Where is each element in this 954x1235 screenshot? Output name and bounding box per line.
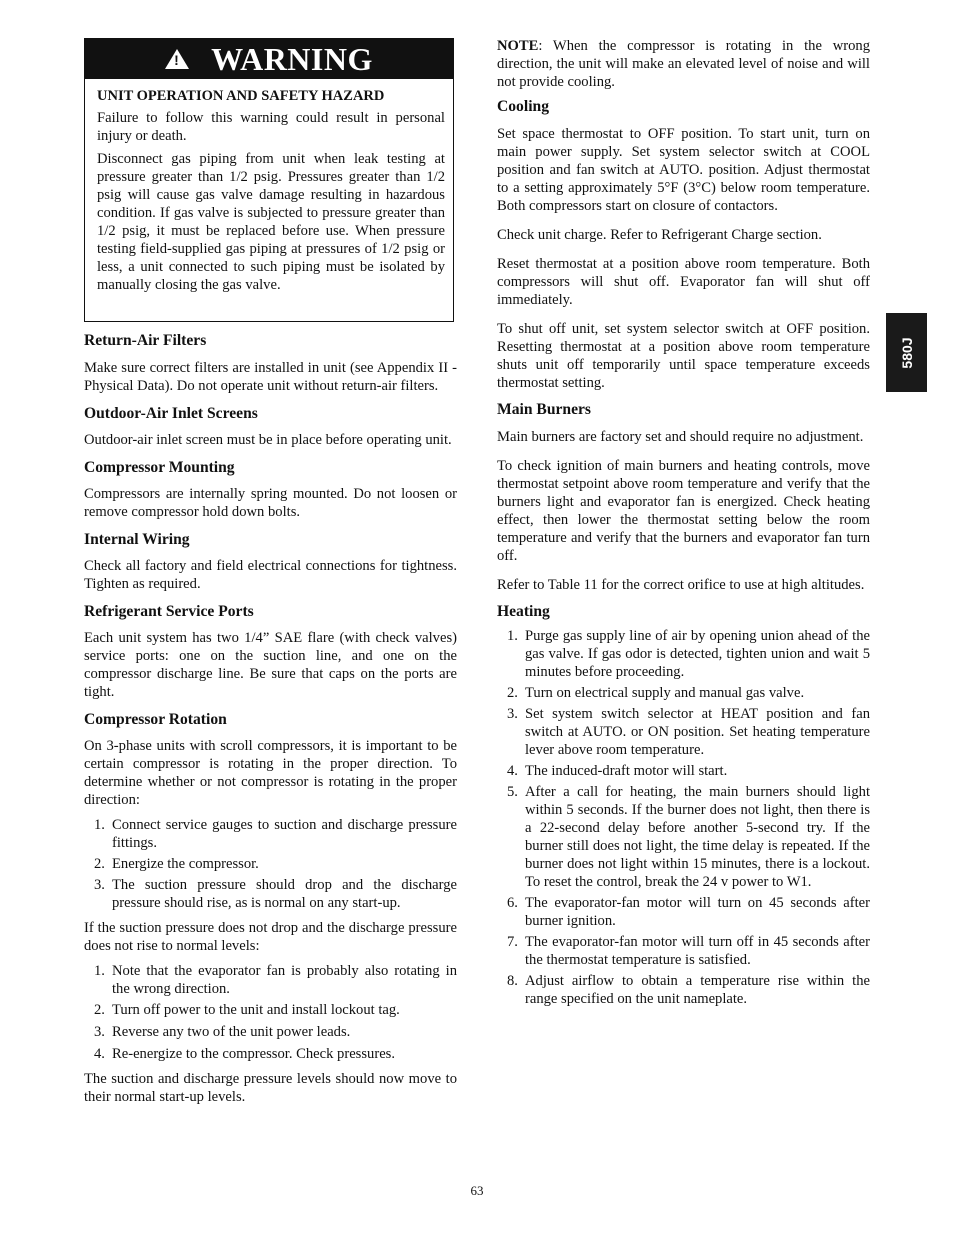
section-heading: Cooling [497, 98, 549, 115]
section-text: To check ignition of main burners and heating controls, move thermostat setpoint above room temperature and verify that the burners light and evaporator fan is energized. Check heating effect, then lower the thermostat setting below the room temperature and verify that the burners and evaporator fan turn off. [497, 458, 870, 564]
page-number: 63 [470, 1183, 484, 1198]
list-item: 4. Re-energize to the compressor. Check pressures. [94, 1046, 396, 1062]
section-heading: Refrigerant Service Ports [84, 603, 254, 620]
section-text: If the suction pressure does not drop and the discharge pressure does not rise to normal levels: [84, 920, 457, 954]
section-text: Outdoor-air inlet screen must be in place before operating unit. [84, 432, 452, 448]
section-text: Make sure correct filters are installed in unit (see Appendix II - Physical Data). Do not operate unit without return-air filters. [84, 360, 457, 394]
list-item: 3. Set system switch selector at HEAT position and fan switch at AUTO. or ON position. Set heating temperature lever above room temperature. [507, 706, 870, 758]
section-text: Each unit system has two 1/4” SAE flare (with check valves) service ports: one on the suction line, and one on the compressor discharge line. Be sure that caps on the ports are tight. [84, 630, 457, 700]
warning-paragraph: Disconnect gas piping from unit when leak testing at pressure greater than 1/2 psig. Pressures greater than 1/2 psig will cause gas valve damage resulting in hazardous condition. If gas valve is subjected to pressure greater than 1/2 psig, it must be replaced before use. When pressure testing field-supplied gas piping at pressures of 1/2 psig or less, a unit connected to such piping must be isolated by manually closing the gas valve. [97, 151, 445, 293]
section-heading: Heating [497, 603, 550, 620]
list-item: 3. Reverse any two of the unit power leads. [94, 1024, 351, 1040]
note-paragraph [497, 37, 870, 91]
section-heading: Return-Air Filters [84, 332, 207, 349]
section-text: The suction and discharge pressure levels should now move to their normal start-up levels. [84, 1071, 457, 1105]
hazard-title: UNIT OPERATION AND SAFETY HAZARD [97, 88, 385, 104]
section-heading: Internal Wiring [84, 531, 190, 548]
heating-steps [497, 627, 870, 1008]
note-text: : When the compressor is rotating in the wrong direction, the unit will make an elevated level of noise and will not provide cooling. [497, 38, 870, 90]
list-item: 4. The induced-draft motor will start. [507, 763, 728, 779]
right-column [497, 37, 870, 1008]
section-text: Refer to Table 11 for the correct orifice to use at high altitudes. [497, 577, 865, 593]
section-heading: Compressor Rotation [84, 711, 227, 728]
side-tab [886, 313, 927, 392]
list-item: 1. Connect service gauges to suction and discharge pressure fittings. [94, 817, 457, 851]
rotation-steps-2 [84, 962, 457, 1063]
list-item: 6. The evaporator-fan motor will turn on 45 seconds after burner ignition. [507, 895, 870, 929]
section-heading: Compressor Mounting [84, 459, 235, 476]
list-item: 5. After a call for heating, the main burners should light within 5 seconds. If the burner does not light, then there is a 22-second delay before another 5-second try. If the burner still does not light, the time delay is repeated. If the burner does not light within 15 minutes, there is a lockout. To reset the control, break the 24 v power to W1. [507, 784, 870, 890]
section-text: Reset thermostat at a position above room temperature. Both compressors will shut off. Evaporator fan will shut off immediately. [497, 256, 870, 308]
warning-title: WARNING [211, 40, 373, 77]
left-column [84, 331, 457, 1106]
section-text: Main burners are factory set and should require no adjustment. [497, 429, 864, 445]
section-text: Set space thermostat to OFF position. To start unit, turn on main power supply. Set system selector switch at COOL position and fan switch at AUTO. position. Adjust thermostat to a setting approximately 5°F (3°C) below room temperature. Both compressors start on closure of contactors. [497, 126, 870, 214]
section-text: On 3-phase units with scroll compressors, it is important to be certain compressor is rotating in the proper direction. To determine whether or not compressor is rotating in the proper direction: [84, 738, 457, 808]
section-text: Compressors are internally spring mounted. Do not loosen or remove compressor hold down bolts. [84, 486, 457, 520]
section-heading: Outdoor-Air Inlet Screens [84, 405, 258, 422]
section-text: Check all factory and field electrical connections for tightness. Tighten as required. [84, 558, 457, 592]
list-item: 8. Adjust airflow to obtain a temperature rise within the range specified on the unit nameplate. [507, 973, 870, 1007]
note-label: NOTE [497, 38, 539, 54]
rotation-steps [84, 816, 457, 912]
list-item: 2. Turn on electrical supply and manual gas valve. [507, 685, 805, 701]
warning-triangle-icon [165, 49, 189, 69]
list-item: 1. Purge gas supply line of air by opening union ahead of the gas valve. If gas odor is detected, tighten union and wait 5 minutes before proceeding. [507, 628, 870, 680]
warning-box [84, 38, 454, 322]
list-item: 2. Energize the compressor. [94, 856, 259, 872]
section-heading: Main Burners [497, 401, 591, 418]
side-tab-label: 580J [898, 336, 915, 369]
list-item: 3. The suction pressure should drop and the discharge pressure should rise, as is normal on any start-up. [94, 877, 457, 911]
list-item: 1. Note that the evaporator fan is probably also rotating in the wrong direction. [94, 963, 457, 997]
warning-paragraph: Failure to follow this warning could result in personal injury or death. [97, 110, 445, 144]
warning-header [85, 39, 453, 79]
section-text: To shut off unit, set system selector switch at OFF position. Resetting thermostat at a position above room temperature shuts unit off temporarily until space temperature exceeds thermostat setting. [497, 321, 870, 391]
list-item: 7. The evaporator-fan motor will turn off in 45 seconds after the thermostat temperature is satisfied. [507, 934, 870, 968]
list-item: 2. Turn off power to the unit and install lockout tag. [94, 1002, 400, 1018]
section-text: Check unit charge. Refer to Refrigerant Charge section. [497, 227, 822, 243]
